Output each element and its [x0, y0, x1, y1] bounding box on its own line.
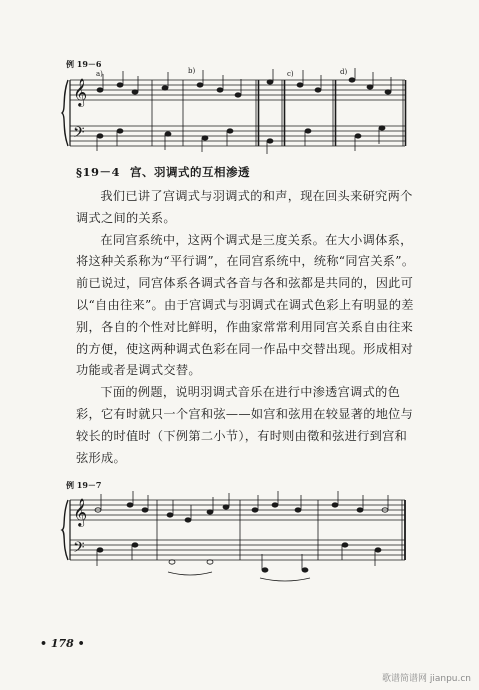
music-score-example-1	[60, 66, 410, 156]
example-label-2: 例 19－7	[66, 480, 102, 490]
section-title: 宫、羽调式的互相渗透	[130, 165, 251, 179]
section-heading	[76, 164, 250, 180]
page-number: • 178 •	[40, 637, 85, 650]
score-svg	[60, 66, 410, 156]
sub-label-c: c)	[287, 70, 294, 78]
sub-label-a: a)	[96, 70, 103, 78]
example-label: 例 19－6	[66, 59, 102, 69]
paragraph-2: 在同宫系统中，这两个调式是三度关系。在大小调体系，将这种关系称为“平行调”，在同宫系统中，统称“同宫关系”。前已说过，同宫体系各调式各音与各和弦都是共同的，因此可以“自由往来”。由于宫调式与羽调式在调式色彩上有明显的差别，各自的个性对比鲜明，作曲家常常利用同宫关系自由往来的方便，使这两种调式色彩在同一作品中交替出现。形成相对功能或者是调式交替。	[76, 232, 415, 378]
sub-label-d: d)	[340, 68, 348, 76]
svg-text:𝄢: 𝄢	[73, 539, 85, 560]
sub-label-b: b)	[188, 67, 196, 75]
svg-text:𝄞: 𝄞	[73, 498, 88, 526]
music-score-example-2	[60, 490, 410, 590]
body-text	[76, 186, 416, 469]
svg-text:𝄞: 𝄞	[73, 78, 88, 106]
section-number: §19－4	[76, 165, 121, 179]
paragraph-1: 我们已讲了宫调式与羽调式的和声，现在回头来研究两个调式之间的关系。	[76, 189, 413, 225]
paragraph-3: 下面的例题，说明羽调式音乐在进行中渗透宫调式的色彩，它有时就只一个宫和弦——如宫和弦用在较显著的地位与较长的时值时（下例第二小节），有时则由徵和弦进行到宫和弦形成。	[76, 385, 414, 465]
watermark: 歌谱简谱网 jianpu.cn	[381, 674, 471, 684]
score-svg-2	[60, 490, 410, 590]
svg-text:𝄢: 𝄢	[73, 124, 85, 145]
